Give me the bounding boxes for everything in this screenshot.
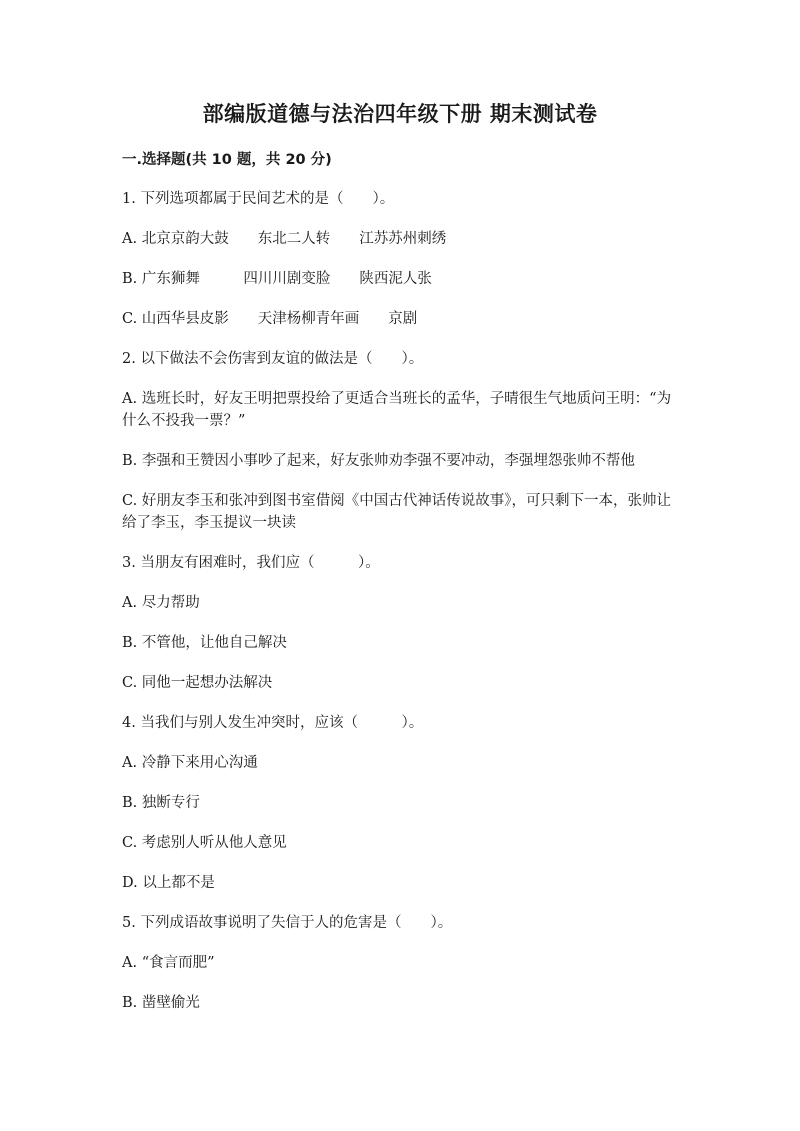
question-list — [122, 188, 682, 1032]
question-2: 2. 以下做法不会伤害到友谊的做法是（ ）。 — [122, 351, 424, 367]
question-3-option-b: B. 不管他，让他自己解决 — [122, 635, 287, 651]
question-3: 3. 当朋友有困难时，我们应（ ）。 — [122, 555, 380, 571]
question-5: 5. 下列成语故事说明了失信于人的危害是（ ）。 — [122, 915, 453, 931]
question-1-option-c: C. 山西华县皮影 天津杨柳青年画 京剧 — [122, 311, 418, 327]
question-4: 4. 当我们与别人发生冲突时，应该（ ）。 — [122, 715, 424, 731]
question-2-option-b: B. 李强和王赞因小事吵了起来，好友张帅劝李强不要冲动，李强埋怨张帅不帮他 — [122, 453, 635, 469]
question-4-option-c: C. 考虑别人听从他人意见 — [122, 835, 287, 851]
question-1-option-a: A. 北京京韵大鼓 东北二人转 江苏苏州刺绣 — [122, 231, 447, 247]
question-5-option-a: A. “食言而肥” — [122, 955, 215, 971]
question-5-option-b: B. 凿壁偷光 — [122, 995, 200, 1011]
question-4-option-b: B. 独断专行 — [122, 795, 200, 811]
question-1: 1. 下列选项都属于民间艺术的是（ ）。 — [122, 191, 395, 207]
question-2-option-c: C. 好朋友李玉和张冲到图书室借阅《中国古代神话传说故事》，可只剩下一本，张帅让给了李玉，李玉提议一块读 — [122, 493, 672, 531]
question-3-option-a: A. 尽力帮助 — [122, 595, 200, 611]
question-4-option-d: D. 以上都不是 — [122, 875, 215, 891]
section-heading-multiple-choice: 一.选择题(共 10 题，共 20 分) — [122, 152, 332, 168]
question-3-option-c: C. 同他一起想办法解决 — [122, 675, 273, 691]
question-4-option-a: A. 冷静下来用心沟通 — [122, 755, 258, 771]
question-1-option-b: B. 广东狮舞 四川川剧变脸 陕西泥人张 — [122, 271, 432, 287]
exam-title: 部编版道德与法治四年级下册 期末测试卷 — [202, 102, 598, 126]
question-2-option-a: A. 选班长时，好友王明把票投给了更适合当班长的孟华，子晴很生气地质问王明：“为什么不投我一票？” — [122, 391, 672, 429]
